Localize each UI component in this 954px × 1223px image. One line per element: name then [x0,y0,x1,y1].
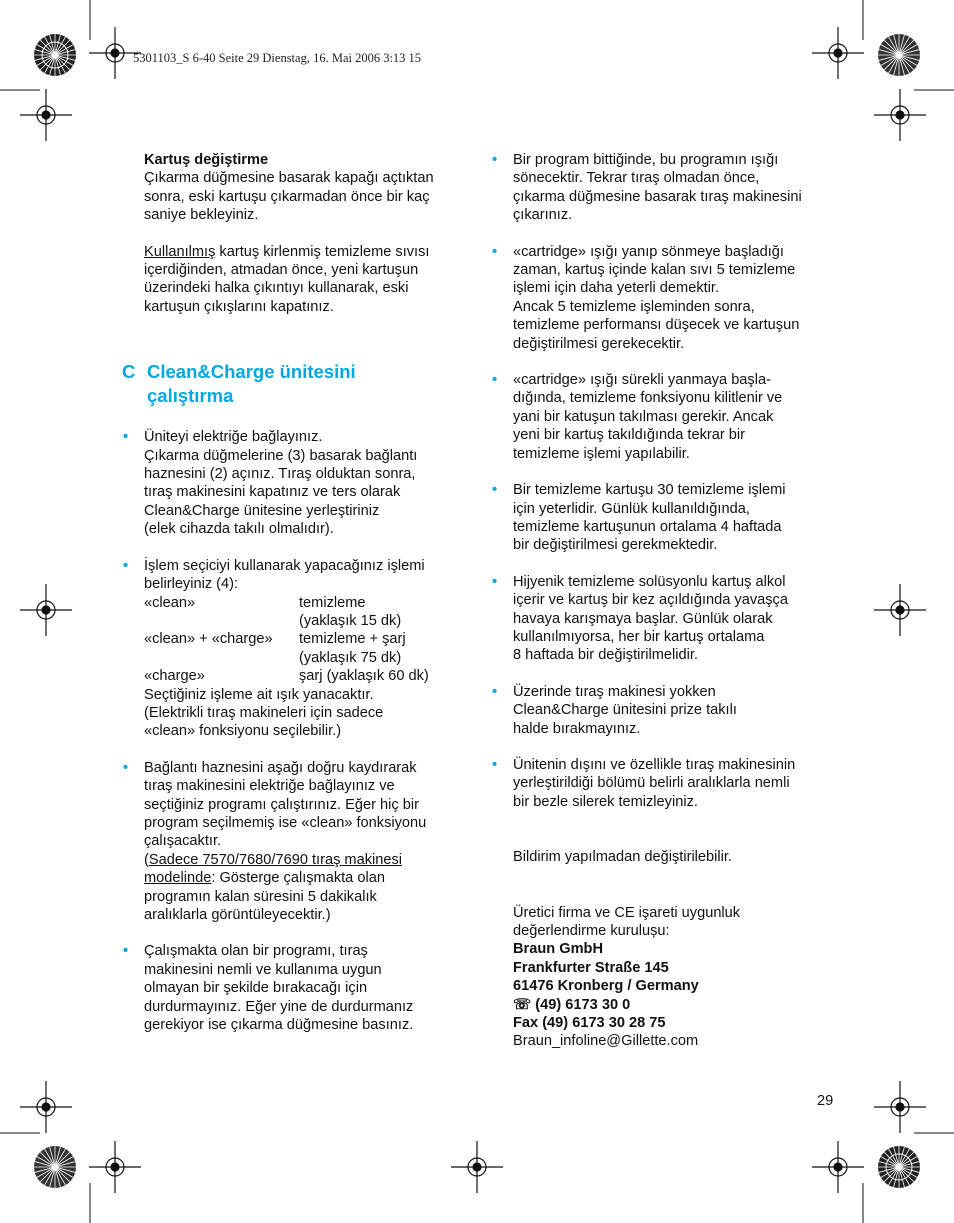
bullet-no-shaver: • Üzerinde tıraş makinesi yokken Clean&Charge ünitesini prize takılı halde bırakmayınız. [492,683,737,737]
bullet-program-select: • İşlem seçiciyi kullanarak yapacağınız işlemi belirleyiniz (4): «clean» temizleme (yaklaşık 15 dk) «clean» + «charge» temizleme + şarj (yaklaşık 75 dk) «charge» şarj (yaklaşık 60 dk) Seçtiğiniz işleme ait ışık yanacaktır. (Elektrikli tıraş makineleri için sadece «clean» fonksiyonu seçilebilir.) [144,557,474,741]
mode-name: «clean» + «charge» [144,631,273,648]
model-note-underlined: Sadece 7570/7680/7690 tıraş makinesi [148,851,403,868]
registration-target-icon [20,584,72,636]
bullet-dot-icon: • [123,429,129,446]
manufacturer-intro: değerlendirme kurulușu: [513,923,670,939]
registration-target-icon [451,1141,503,1193]
mode-desc: temizleme [299,594,366,611]
bullet-cartridge-blinking: • «cartridge» ışığı yanıp sönmeye başladığı zaman, kartuş içinde kalan sıvı 5 temizleme işlemi için daha yeterli demektir. Ancak 5 temizleme işleminden sonra, temizleme performansı düşecek ve kartuşun değiştirilmesi gerekecektir. [492,243,800,352]
mode-desc: (yaklaşık 15 dk) [299,612,402,629]
cartridge-line: saniye bekleyiniz. [144,207,259,224]
page-number: 29 [817,1093,834,1109]
cartridge-line: sonra, eski kartuşu çıkarmadan önce bir kaç [144,188,430,205]
bullet-dot-icon: • [123,759,129,776]
registration-target-icon [812,1141,864,1193]
section-title-line: Clean&Charge ünitesini [147,361,356,383]
bullet-dot-icon: • [492,243,498,260]
bullet-dot-icon: • [492,372,498,389]
bullet-do-not-stop: • Çalışmakta olan bir programı, tıraş makinesini nemli ve kullanıma uygun olmayan bir şekilde bırakacağı için durdurmayınız. Eğer yine de durdurmanız gerekiyor ise çıkarma düğmesine basınız. [123,943,414,1034]
registration-target-icon [874,584,926,636]
registration-target-icon [812,27,864,79]
bullet-dot-icon: • [123,943,129,960]
bullet-cleaning: • Ünitenin dışını ve özellikle tıraş makinesinin yerleştirildiği bölümü belirli aralıklarla nemli bir bezle silerek temizleyiniz. [492,756,796,810]
change-notice: Bildirim yapılmadan değiştirilebilir. [513,849,732,866]
used-underlined: Kullanılmış [144,243,216,260]
section-heading [122,360,474,408]
mode-name [144,649,299,667]
mode-table [144,594,474,686]
manufacturer-intro: Üretici firma ve CE işareti uygunluk [513,904,741,921]
print-header: 5301103_S 6-40 Seite 29 Dienstag, 16. Mai 2006 3:13 15 [133,51,422,65]
registration-target-icon [89,1141,141,1193]
registration-target-icon [874,1081,926,1133]
registration-target-icon [874,89,926,141]
section-title-line: çalıştırma [147,385,234,407]
section-letter: C [122,361,136,383]
bullet-dot-icon: • [492,756,498,773]
bullet-dot-icon: • [492,683,498,700]
company-name: Braun GmbH [513,941,603,958]
bullet-dot-icon: • [492,573,498,590]
used-cartridge-line: Kullanılmış kartuş kirlenmiş temizleme sıvısı [144,243,430,260]
bullet-dot-icon: • [123,557,129,574]
model-note-underlined: modelinde [144,870,212,887]
bullet-dot-icon: • [492,482,498,499]
bullet-connect: • Üniteyi elektriğe bağlayınız. Çıkarma düğmelerine (3) basarak bağlantı haznesini (2) açınız. Tıraş olduktan sonra, tıraş makinesini kapatınız ve ters olarak Clean&Charge ünitesine yerleştiriniz (elek cihazda takılı olmalıdır). [123,429,418,538]
cartridge-line: Çıkarma düğmesine basarak kapağı açtıktan [144,170,434,187]
mode-name [144,612,299,630]
bullet-cartridge-steady: • «cartridge» ışığı sürekli yanmaya başla- dığında, temizleme fonksiyonu kilitlenir ve yani bir katuşun takılması gerekir. Ancak yeni bir kartuş takıldığında tekrar bir temizleme işlemi yapılabilir. [492,372,783,462]
mode-desc: (yaklaşık 75 dk) [299,649,402,666]
cartridge-title: Kartuş değiştirme [144,152,269,168]
bullet-hygienic-solution: • Hijyenik temizleme solüsyonlu kartuş alkol içerir ve kartuş bir kez açıldığında yavaşça havaya karışmaya başlar. Günlük olarak kullanılmıyorsa, her bir kartuş ortalama 8 haftada bir değiştirilmelidir. [492,573,788,664]
registration-target-icon [20,1081,72,1133]
right-column [492,151,843,1051]
mode-desc: temizleme + şarj [299,631,406,648]
used-cartridge-line: içerdiğinden, atmadan önce, yeni kartuşun [144,262,419,279]
company-fax: Fax (49) 6173 30 28 75 [513,1015,666,1032]
used-cartridge-line: kartuşun çıkışlarını kapatınız. [144,298,334,315]
company-street: Frankfurter Straße 145 [513,959,669,976]
registration-target-icon [20,89,72,141]
bullet-program-end: • Bir program bittiğinde, bu programın ışığı sönecektir. Tekrar tıraş olmadan önce, çıkarma düğmesine basarak tıraş makinesini çıkarınız. [492,152,802,224]
phone-icon: ☏ [513,996,532,1013]
mode-name: «charge» [144,668,205,685]
bullet-start-program: • Bağlantı haznesini aşağı doğru kaydırarak tıraş makinesini elektriğe bağlayınız ve seçtiğiniz programı çalıştırınız. Eğer hiç bir program seçilmemiş ise «clean» fonksiyonu çalışacaktır. (Sadece 7570/7680/7690 tıraş makinesi modelinde: Gösterge çalışmakta olan programın kalan süresini 5 dakikalık aralıklarla görüntüleyecektir.) [123,759,427,923]
used-cartridge-line: üzerindeki halka çıkıntıyı kullanarak, eski [144,280,409,297]
mode-desc: şarj (yaklaşık 60 dk) [299,668,429,685]
company-city: 61476 Kronberg / Germany [513,978,699,995]
mode-name: «clean» [144,594,196,611]
company-phone: ☏ (49) 6173 30 0 [513,996,631,1013]
bullet-cartridge-capacity: • Bir temizleme kartuşu 30 temizleme işlemi için yeterlidir. Günlük kullanıldığında, temizleme kartuşunun ortalama 4 haftada bir değiştirilmesi gerekmektedir. [492,482,786,554]
left-column [122,151,474,1034]
bullet-dot-icon: • [492,152,498,168]
company-email: Braun_infoline@Gillette.com [513,1033,699,1050]
